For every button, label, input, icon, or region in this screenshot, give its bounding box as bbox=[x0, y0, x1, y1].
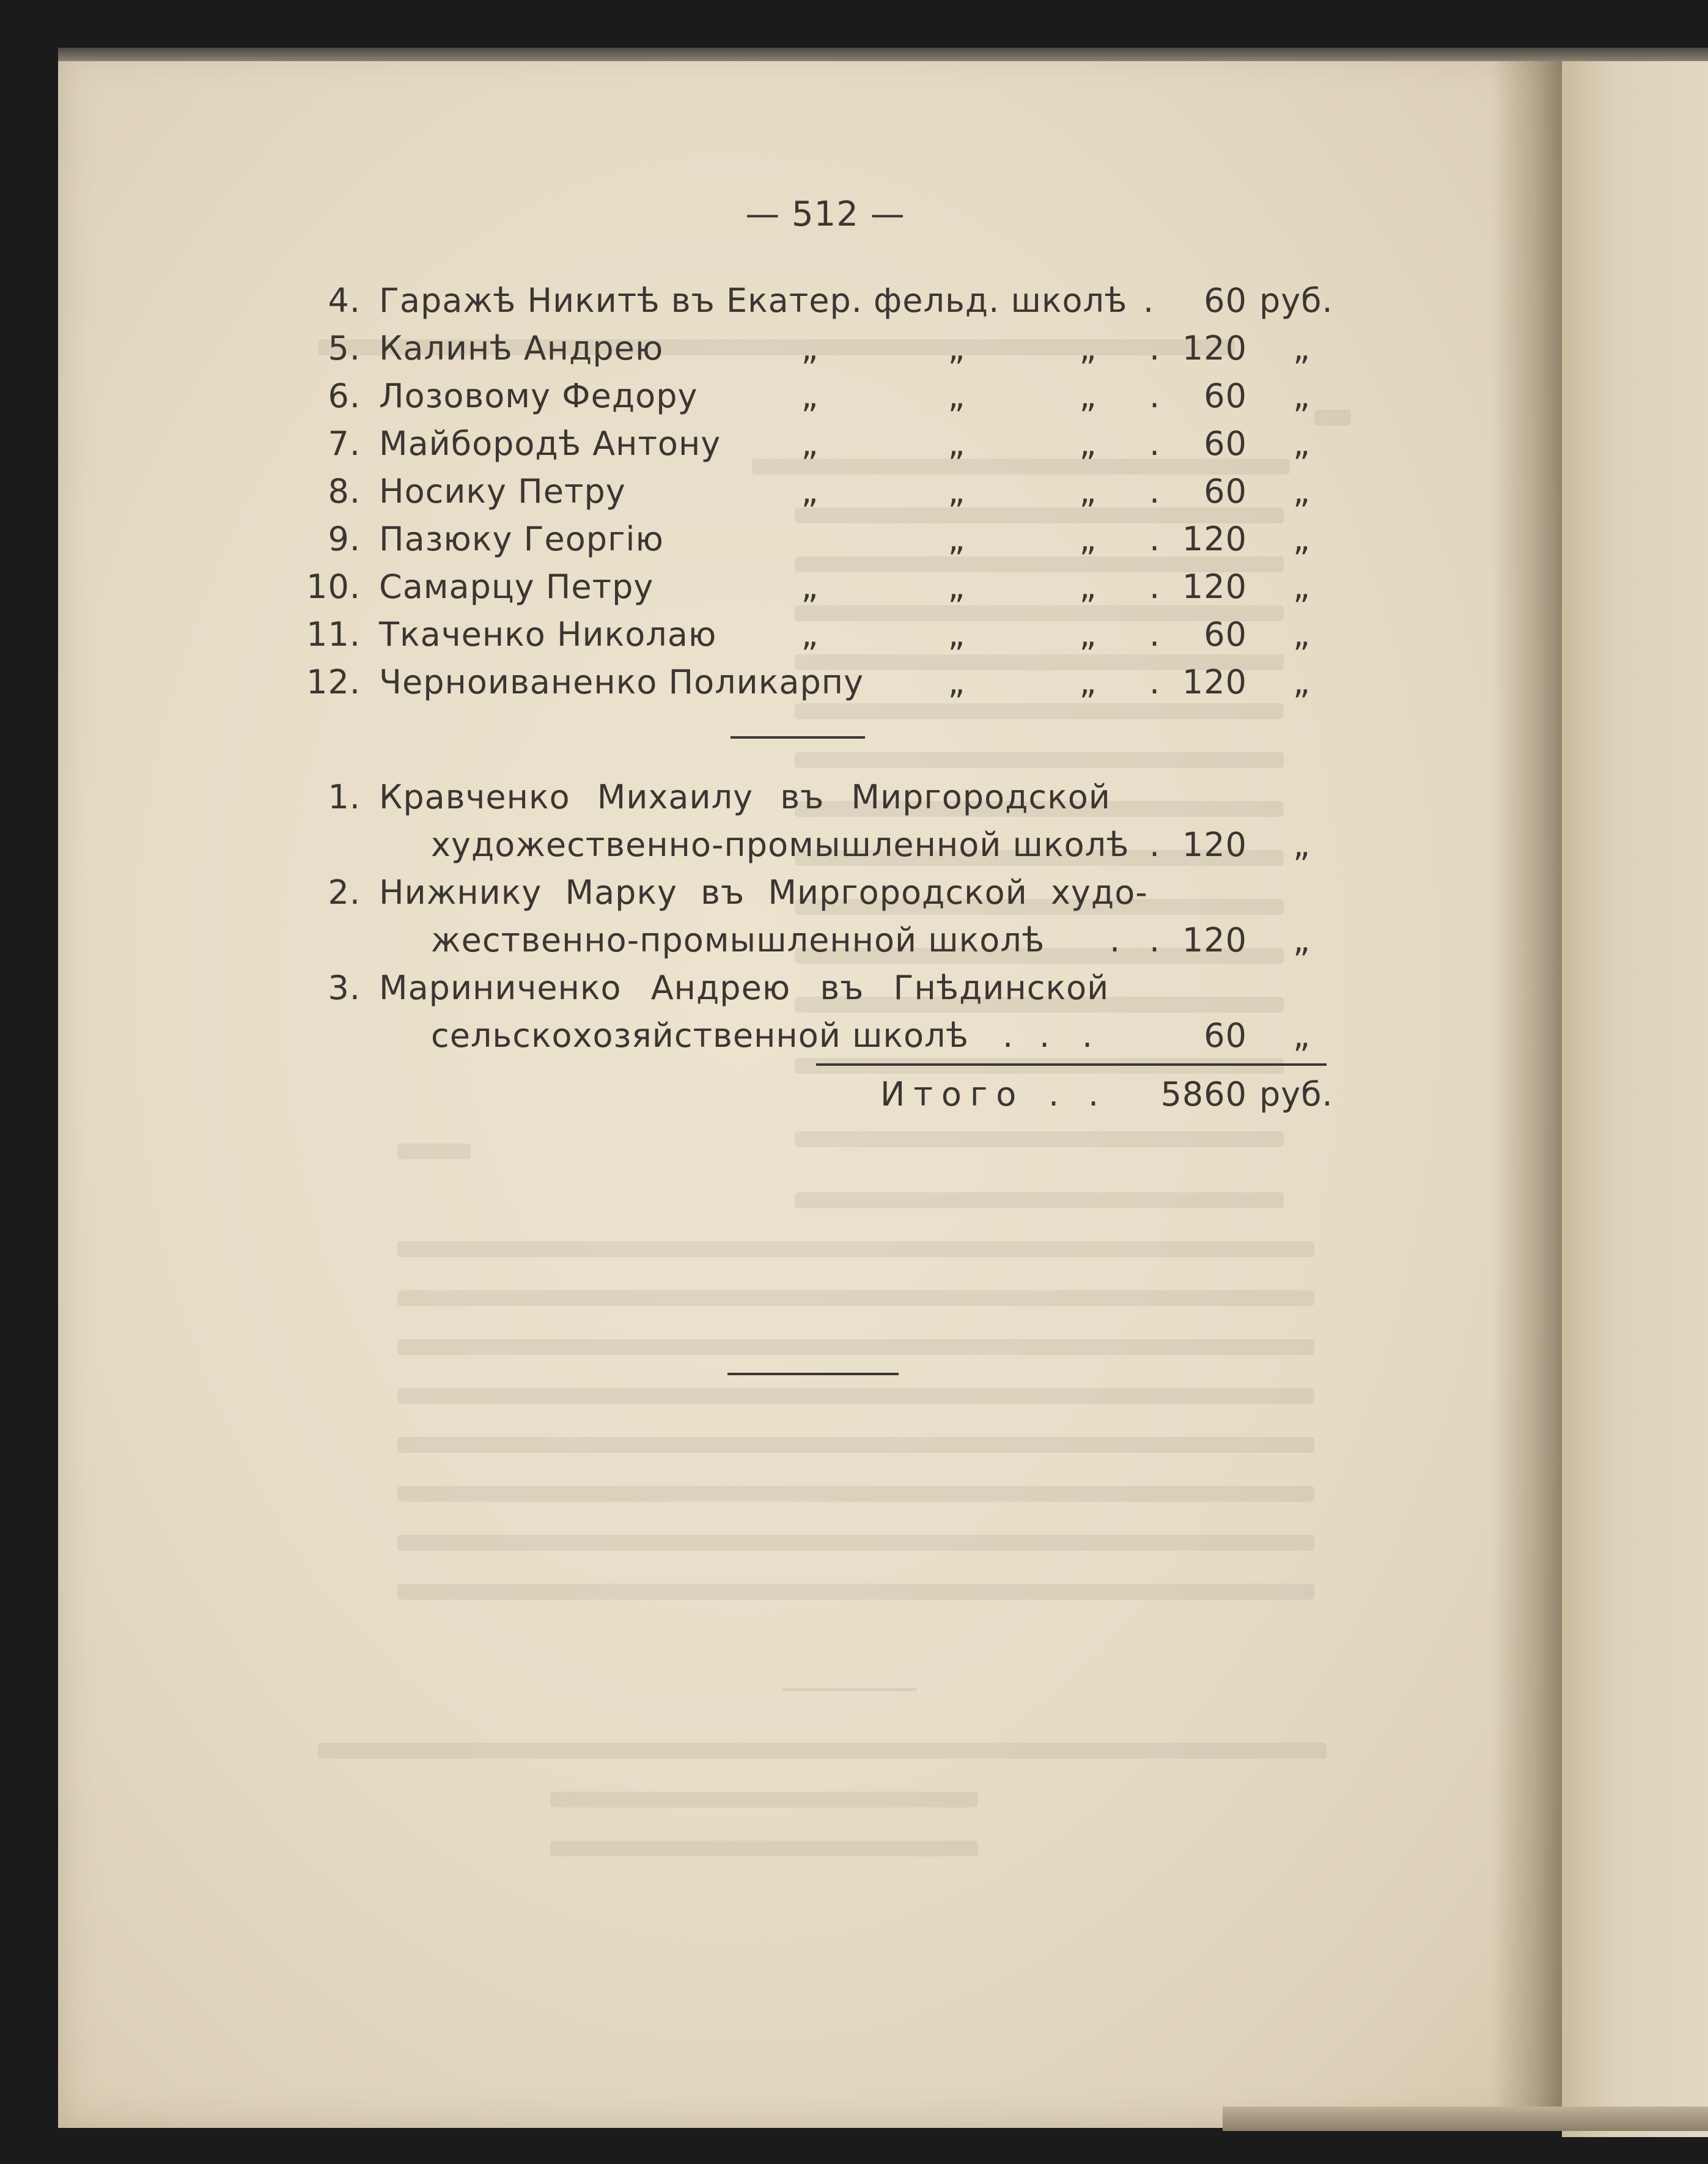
list-item bbox=[0, 326, 1708, 371]
item-name: Калинѣ Андрею bbox=[379, 329, 664, 367]
ditto-mark: „ bbox=[801, 424, 819, 463]
item-unit: „ bbox=[1293, 1016, 1311, 1055]
ditto-mark: „ bbox=[1079, 329, 1097, 367]
ditto-mark: „ bbox=[801, 329, 819, 367]
item-amount: 60 bbox=[1204, 377, 1247, 415]
list-item-continuation bbox=[0, 822, 1708, 868]
item-name: Лозовому Федору bbox=[379, 377, 698, 415]
item-unit: „ bbox=[1293, 520, 1311, 558]
ditto-mark: „ bbox=[1079, 520, 1097, 558]
leader-dot: . bbox=[1149, 663, 1161, 701]
item-unit: „ bbox=[1293, 615, 1311, 654]
list-item bbox=[0, 966, 1708, 1011]
list-item bbox=[0, 469, 1708, 514]
item-name-line1: Нижнику Марку въ Миргородской худо- bbox=[379, 873, 1148, 912]
item-number: 9. bbox=[328, 520, 361, 558]
ditto-mark: „ bbox=[801, 377, 819, 415]
leader-dot: . bbox=[1149, 921, 1161, 959]
item-amount: 60 bbox=[1204, 281, 1247, 320]
item-unit: „ bbox=[1293, 329, 1311, 367]
item-name-line1: Кравченко Михаилу въ Миргородской bbox=[379, 778, 1111, 816]
ditto-mark: „ bbox=[1079, 567, 1097, 606]
item-name: Майбородѣ Антону bbox=[379, 424, 721, 463]
item-unit: „ bbox=[1293, 424, 1311, 463]
item-name: Гаражѣ Никитѣ въ Екатер. фельд. школѣ bbox=[379, 281, 1128, 320]
ditto-mark: „ bbox=[801, 615, 819, 654]
leader-dot: . bbox=[1149, 567, 1161, 606]
list-item bbox=[0, 564, 1708, 610]
list-item bbox=[0, 660, 1708, 705]
list-item bbox=[0, 278, 1708, 323]
ditto-mark: „ bbox=[1079, 472, 1097, 511]
item-amount: 60 bbox=[1204, 472, 1247, 511]
ditto-mark: „ bbox=[1079, 377, 1097, 415]
list-item bbox=[0, 517, 1708, 562]
leader-dot: . bbox=[1149, 472, 1161, 511]
section-divider bbox=[731, 736, 865, 739]
total-unit: руб. bbox=[1259, 1075, 1333, 1113]
item-amount: 120 bbox=[1182, 520, 1247, 558]
leader-dot: . bbox=[1149, 424, 1161, 463]
ditto-mark: „ bbox=[801, 567, 819, 606]
list-item-continuation bbox=[0, 918, 1708, 963]
ditto-mark: „ bbox=[948, 472, 966, 511]
list-item-continuation bbox=[0, 1013, 1708, 1058]
list-item bbox=[0, 421, 1708, 467]
ditto-mark: „ bbox=[948, 520, 966, 558]
item-unit: „ bbox=[1293, 567, 1311, 606]
item-amount: 120 bbox=[1182, 329, 1247, 367]
item-number: 1. bbox=[328, 778, 361, 816]
ditto-mark: „ bbox=[1079, 424, 1097, 463]
item-name-line2: жественно-промышленной школѣ bbox=[431, 921, 1045, 959]
item-unit: „ bbox=[1293, 472, 1311, 511]
ditto-mark: „ bbox=[948, 329, 966, 367]
item-number: 7. bbox=[328, 424, 361, 463]
item-name: Черноиваненко Поликарпу bbox=[379, 663, 864, 701]
ditto-mark: „ bbox=[948, 663, 966, 701]
item-amount: 120 bbox=[1182, 921, 1247, 959]
ditto-mark: „ bbox=[948, 424, 966, 463]
item-unit: „ bbox=[1293, 663, 1311, 701]
item-unit: руб. bbox=[1259, 281, 1333, 320]
ditto-mark: „ bbox=[1079, 663, 1097, 701]
list-item bbox=[0, 870, 1708, 915]
total-row bbox=[0, 1072, 1708, 1117]
item-name-line1: Мариниченко Андрею въ Гнѣдинской bbox=[379, 969, 1110, 1007]
total-amount: 5860 bbox=[1160, 1075, 1247, 1113]
total-rule bbox=[816, 1063, 1327, 1066]
item-number: 2. bbox=[328, 873, 361, 912]
ditto-mark: „ bbox=[1079, 615, 1097, 654]
leader-dot: . bbox=[1149, 825, 1161, 864]
item-number: 8. bbox=[328, 472, 361, 511]
leader-dot: . bbox=[1149, 377, 1161, 415]
item-name: Ткаченко Николаю bbox=[379, 615, 717, 654]
ditto-mark: „ bbox=[948, 567, 966, 606]
item-name-line2: художественно-промышленной школѣ bbox=[431, 825, 1130, 864]
item-number: 4. bbox=[328, 281, 361, 320]
item-unit: „ bbox=[1293, 377, 1311, 415]
ditto-mark: „ bbox=[948, 615, 966, 654]
item-name: Носику Петру bbox=[379, 472, 626, 511]
item-amount: 60 bbox=[1204, 615, 1247, 654]
ditto-mark: „ bbox=[948, 377, 966, 415]
item-name-line2: сельскохозяйственной школѣ bbox=[431, 1016, 969, 1055]
item-number: 3. bbox=[328, 969, 361, 1007]
item-number: 10. bbox=[306, 567, 361, 606]
item-number: 11. bbox=[306, 615, 361, 654]
leader-dot: . bbox=[1082, 1016, 1094, 1055]
ditto-mark: „ bbox=[801, 472, 819, 511]
list-item bbox=[0, 374, 1708, 419]
leader-dot: . bbox=[1149, 520, 1161, 558]
leader-dot: . bbox=[1003, 1016, 1014, 1055]
leader-dot: . bbox=[1149, 329, 1161, 367]
leader-dot: . bbox=[1110, 921, 1121, 959]
list-item bbox=[0, 612, 1708, 657]
closing-divider bbox=[727, 1373, 899, 1375]
item-amount: 120 bbox=[1182, 663, 1247, 701]
item-unit: „ bbox=[1293, 825, 1311, 864]
item-name: Пазюку Георгію bbox=[379, 520, 664, 558]
page-number: — 512 — bbox=[745, 194, 905, 234]
item-number: 6. bbox=[328, 377, 361, 415]
leader-dot: . bbox=[1149, 615, 1161, 654]
list-item bbox=[0, 775, 1708, 820]
item-amount: 120 bbox=[1182, 567, 1247, 606]
item-unit: „ bbox=[1293, 921, 1311, 959]
total-label: Итого bbox=[880, 1075, 1025, 1113]
item-name: Самарцу Петру bbox=[379, 567, 654, 606]
item-number: 5. bbox=[328, 329, 361, 367]
leader-dot: . bbox=[1039, 1016, 1051, 1055]
item-amount: 60 bbox=[1204, 424, 1247, 463]
item-number: 12. bbox=[306, 663, 361, 701]
item-amount: 120 bbox=[1182, 825, 1247, 864]
leader-dot: . bbox=[1143, 281, 1155, 320]
leader-dot: . bbox=[1048, 1075, 1060, 1113]
leader-dot: . bbox=[1088, 1075, 1100, 1113]
item-amount: 60 bbox=[1204, 1016, 1247, 1055]
